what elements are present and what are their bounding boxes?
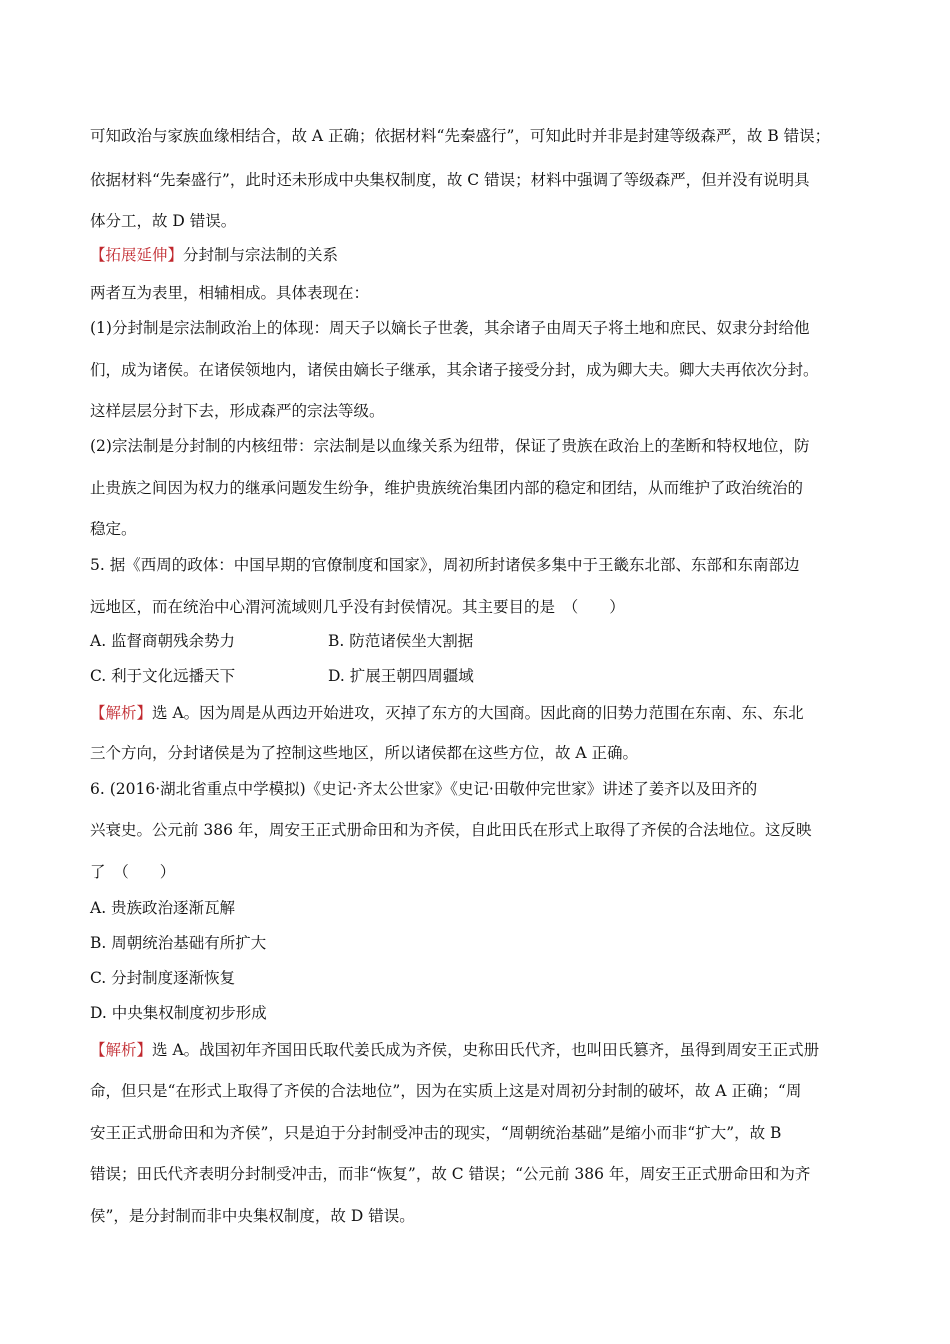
text-line: 稳定。 bbox=[90, 520, 137, 538]
analysis-line: 错误；田氏代齐表明分封制受冲击，而非“恢复”，故 C 错误；“公元前 386 年，周安王正式册命田和为齐 bbox=[90, 1165, 811, 1183]
question-stem: 了 （ ） bbox=[90, 863, 176, 881]
question-stem: 5. 据《西周的政体：中国早期的官僚制度和国家》，周初所封诸侯多集中于王畿东北部、东部和东南部边 bbox=[90, 556, 800, 574]
analysis-tag: 【解析】 bbox=[90, 1041, 153, 1059]
analysis-line: 命，但只是“在形式上取得了齐侯的合法地位”，因为在实质上这是对周初分封制的破坏，故 A 正确；“周 bbox=[90, 1082, 802, 1100]
option-a: A. 监督商朝残余势力 bbox=[90, 632, 236, 650]
text-line: 可知政治与家族血缘相结合，故 A 正确；依据材料“先秦盛行”，可知此时并非是封建等级森严，故 B 错误； bbox=[90, 127, 831, 145]
option-c: C. 利于文化远播天下 bbox=[90, 667, 236, 685]
analysis-line: 三个方向，分封诸侯是为了控制这些地区，所以诸侯都在这些方位，故 A 正确。 bbox=[90, 744, 639, 762]
text-line: 这样层层分封下去，形成森严的宗法等级。 bbox=[90, 402, 385, 420]
option-b: B. 防范诸侯坐大割据 bbox=[328, 632, 474, 650]
analysis-line: 安王正式册命田和为齐侯”，只是迫于分封制受冲击的现实，“周朝统治基础”是缩小而非“扩大”，故 B bbox=[90, 1124, 782, 1142]
text-line: 两者互为表里，相辅相成。具体表现在： bbox=[90, 284, 370, 302]
option-d: D. 扩展王朝四周疆域 bbox=[328, 667, 474, 685]
option-a: A. 贵族政治逐渐瓦解 bbox=[90, 899, 236, 917]
extension-title: 分封制与宗法制的关系 bbox=[183, 246, 339, 264]
text-line: 体分工，故 D 错误。 bbox=[90, 212, 237, 230]
option-d: D. 中央集权制度初步形成 bbox=[90, 1004, 267, 1022]
text-line: 止贵族之间因为权力的继承问题发生纷争，维护贵族统治集团内部的稳定和团结，从而维护了政治统治的 bbox=[90, 479, 804, 497]
question-stem: 6. (2016·湖北省重点中学模拟)《史记·齐太公世家》《史记·田敬仲完世家》讲述了姜齐以及田齐的 bbox=[90, 780, 758, 798]
extension-tag: 【拓展延伸】 bbox=[90, 246, 184, 264]
analysis-line: 【解析】选 A。战国初年齐国田氏取代姜氏成为齐侯，史称田氏代齐，也叫田氏篡齐，虽得到周安王正式册 bbox=[90, 1041, 820, 1059]
analysis-line: 【解析】选 A。因为周是从西边开始进攻，灭掉了东方的大国商。因此商的旧势力范围在东南、东、东北 bbox=[90, 704, 804, 722]
option-c: C. 分封制度逐渐恢复 bbox=[90, 969, 236, 987]
text-line: (1)分封制是宗法制政治上的体现：周天子以嫡长子世袭，其余诸子由周天子将土地和庶民、奴隶分封给他 bbox=[90, 319, 810, 337]
analysis-tag: 【解析】 bbox=[90, 704, 153, 722]
text-line: 们，成为诸侯。在诸侯领地内，诸侯由嫡长子继承，其余诸子接受分封，成为卿大夫。卿大夫再依次分封。 bbox=[90, 361, 819, 379]
text-line: 依据材料“先秦盛行”，此时还未形成中央集权制度，故 C 错误；材料中强调了等级森严，但并没有说明具 bbox=[90, 171, 810, 189]
analysis-line: 侯”，是分封制而非中央集权制度，故 D 错误。 bbox=[90, 1207, 415, 1225]
question-stem: 远地区，而在统治中心渭河流域则几乎没有封侯情况。其主要目的是 （ ） bbox=[90, 598, 625, 616]
option-b: B. 周朝统治基础有所扩大 bbox=[90, 934, 267, 952]
extension-heading bbox=[90, 245, 338, 265]
question-stem: 兴衰史。公元前 386 年，周安王正式册命田和为齐侯，自此田氏在形式上取得了齐侯的合法地位。这反映 bbox=[90, 821, 812, 839]
text-line: (2)宗法制是分封制的内核纽带：宗法制是以血缘关系为纽带，保证了贵族在政治上的垄断和特权地位，防 bbox=[90, 437, 810, 455]
